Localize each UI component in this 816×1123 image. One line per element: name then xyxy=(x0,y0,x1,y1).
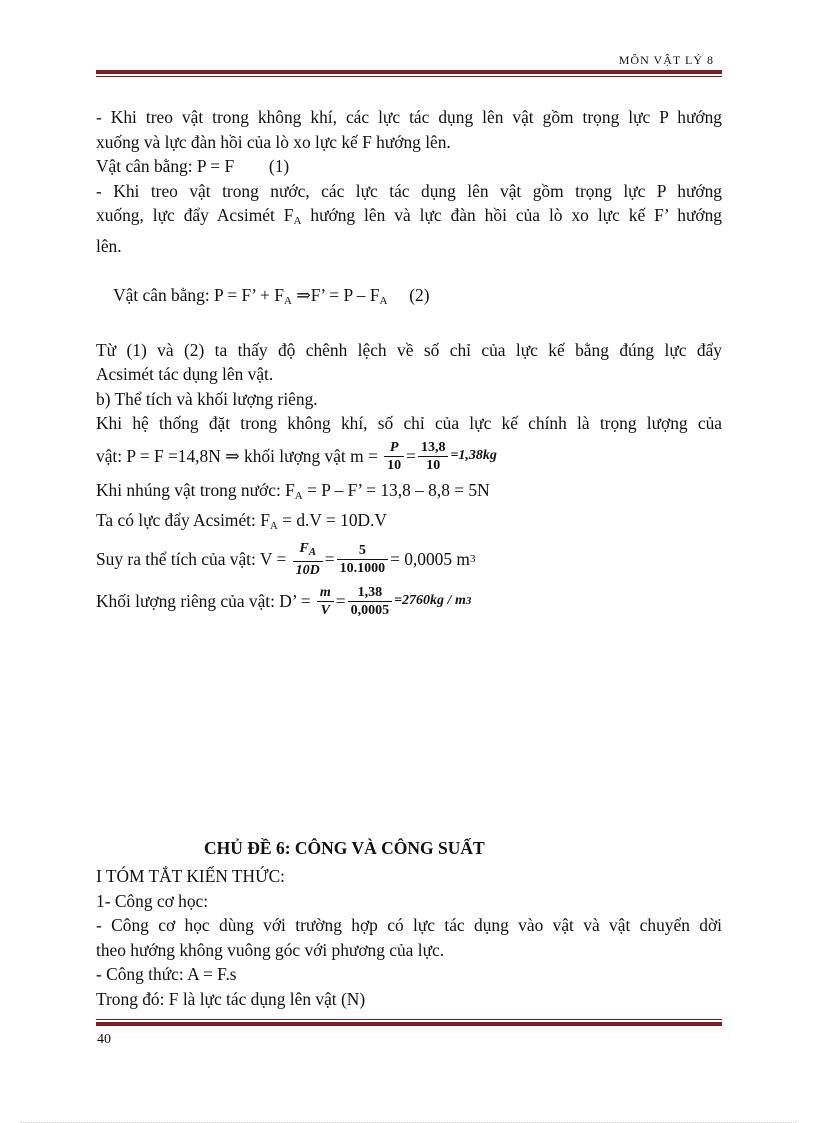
section-work-power xyxy=(96,864,722,1012)
paragraph-weight: Khi hệ thống đặt trong không khí, số chỉ của lực kế chính là trọng lượng của xyxy=(96,413,722,433)
fraction-5-over-10000: $\frac{5}{10.1000}$ xyxy=(337,542,389,577)
equation-archimedes: Ta có lực đẩy Acsimét: $F_A = d.V = 10D.V$ xyxy=(96,510,387,532)
paragraph-air-cont: xuống và lực đàn hồi của lò xo lực kế F hướng lên. xyxy=(96,131,451,152)
heading-mechanical-work: 1- Công cơ học: xyxy=(96,890,209,911)
subheading-volume-density: b) Thể tích và khối lượng riêng. xyxy=(96,388,318,409)
fraction-13-8-over-10: $\frac{13,8}{10}$ xyxy=(418,439,449,474)
heading-summary: I TÓM TẮT KIẾN THỨC: xyxy=(96,866,286,886)
header-rule xyxy=(96,70,722,77)
page-number: 40 xyxy=(97,1032,111,1047)
paragraph-water-cont: xuống, lực đẩy Acsimét $F_A$ hướng lên và lực đàn hồi của lò xo lực kế F’ hướng xyxy=(96,205,722,227)
equation-density: Khối lượng riêng của vật: D’ = $\frac{m}{V}$ = $\frac{1,38}{0,0005}$ =2760kg / m 3 xyxy=(96,585,472,618)
paragraph-conclusion-cont: Acsimét tác dụng lên vật. xyxy=(96,364,274,384)
paragraph-work-formula: - Công thức: A = F.s xyxy=(96,964,237,985)
equation-2: Vật cân bằng: P = F’ + $F_A$ ⇒F’ = P – $F_A$ (2) xyxy=(113,284,430,307)
fraction-p-over-10: $\frac{P}{10}$ xyxy=(384,439,404,474)
paragraph-conclusion: Từ (1) và (2) ta thấy độ chênh lệch về số chỉ của lực kế bằng đúng lực đẩy xyxy=(96,339,722,360)
fraction-m-over-v: $\frac{m}{V}$ xyxy=(317,584,334,619)
page-header-title: MÔN VẬT LÝ 8 xyxy=(618,53,714,67)
paragraph-air: - Khi treo vật trong không khí, các lực tác dụng lên vật gồm trọng lực P hướng xyxy=(96,107,722,127)
paragraph-water: - Khi treo vật trong nước, các lực tác dụng lên vật gồm trọng lực P hướng xyxy=(96,180,722,201)
equation-volume: Suy ra thể tích của vật: V = $\frac{F_A}{10D}$ = $\frac{5}{10.1000}$ = 0,0005 m 3 xyxy=(96,541,476,578)
paragraph-water-end: lên. xyxy=(96,235,122,256)
section-buoyancy xyxy=(96,105,722,623)
fraction-fa-over-10d: $\frac{F_A}{10D}$ xyxy=(293,540,323,579)
equation-1: Vật cân bằng: P = F (1) xyxy=(96,156,290,176)
paragraph-work-definition: - Công cơ học dùng với trường hợp có lực tác dụng vào vật và vật chuyển dời xyxy=(96,915,722,936)
paragraph-work-where: Trong đó: F là lực tác dụng lên vật (N) xyxy=(96,988,366,1009)
footer-rule xyxy=(96,1019,722,1026)
equation-mass: vật: P = F =14,8N ⇒ khối lượng vật m = $\frac{P}{10}$ = $\frac{13,8}{10}$ =1,38kg xyxy=(96,440,497,473)
equation-buoyant-force: Khi nhúng vật trong nước: $F_A = P - F$’ = 13,8 – 8,8 = 5N xyxy=(96,479,490,502)
fraction-1-38-over-0-0005: $\frac{1,38}{0,0005}$ xyxy=(348,584,393,619)
paragraph-work-definition-cont: theo hướng không vuông góc với phương của lực. xyxy=(96,939,445,960)
chapter-title: CHỦ ĐỀ 6: CÔNG VÀ CÔNG SUẤT xyxy=(204,838,485,858)
